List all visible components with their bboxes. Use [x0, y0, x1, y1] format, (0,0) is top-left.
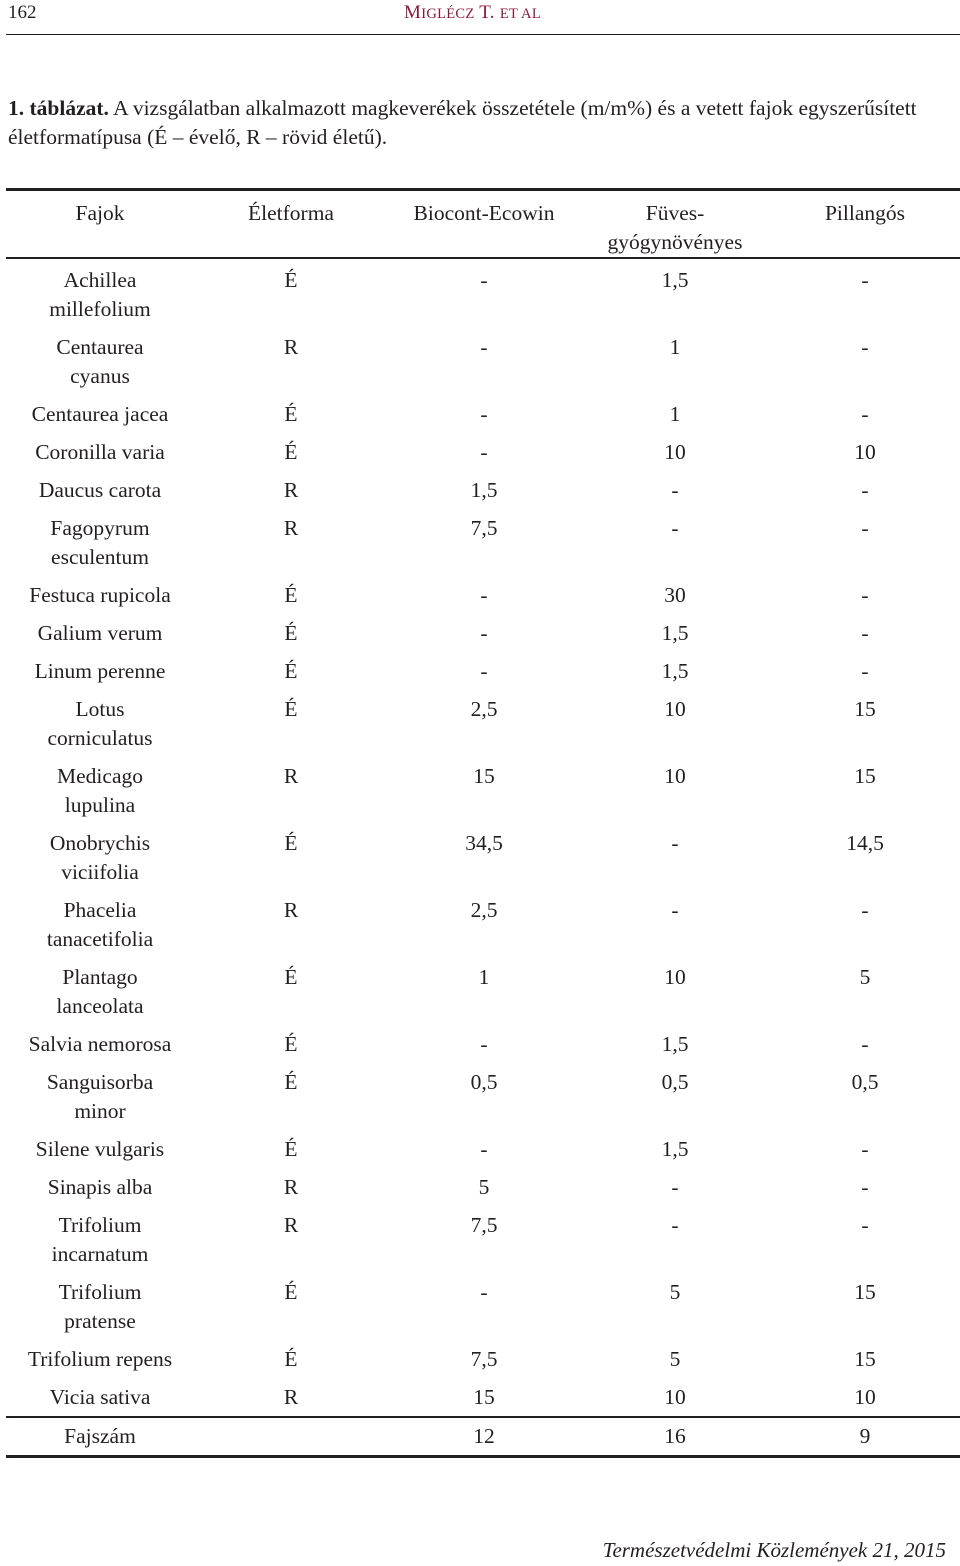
total-label: Fajszám [64, 1424, 136, 1448]
species-name: Sanguisorba [46, 1070, 154, 1094]
fuves-cell: - [671, 478, 679, 502]
species-name-line2: lanceolata [56, 994, 144, 1018]
biocont-cell: 34,5 [465, 831, 503, 855]
life-form-cell: É [284, 402, 298, 426]
biocont-cell: 7,5 [470, 516, 498, 540]
running-head-etal: ET AL [499, 6, 541, 22]
pillangos-cell: - [861, 898, 869, 922]
fuves-cell: - [671, 1175, 679, 1199]
fuves-cell: 1,5 [661, 621, 689, 645]
header-rule [6, 34, 960, 35]
total-biocont: 12 [473, 1424, 495, 1448]
fuves-cell: 10 [664, 440, 686, 464]
biocont-cell: 7,5 [470, 1213, 498, 1237]
life-form-cell: É [284, 659, 298, 683]
table-row [6, 471, 960, 509]
pillangos-cell: 14,5 [846, 831, 884, 855]
biocont-cell: - [480, 621, 488, 645]
col-biocont-header [388, 190, 580, 259]
table-row [6, 690, 960, 757]
biocont-cell: 0,5 [470, 1070, 498, 1094]
table-row [6, 1025, 960, 1063]
fuves-cell: - [671, 831, 679, 855]
header-label: Füves- [645, 201, 705, 225]
running-head-initial: M [404, 2, 422, 23]
fuves-cell: 1,5 [661, 268, 689, 292]
life-form-cell: É [284, 965, 298, 989]
table-row [6, 509, 960, 576]
table-row [6, 1130, 960, 1168]
table-row [6, 614, 960, 652]
pillangos-cell: - [861, 1032, 869, 1056]
biocont-cell: 15 [473, 764, 495, 788]
species-cell [6, 1273, 194, 1340]
pillangos-cell: - [861, 659, 869, 683]
pillangos-cell: 15 [854, 764, 876, 788]
species-cell [6, 958, 194, 1025]
table-row [6, 1063, 960, 1130]
journal-footer: Természetvédelmi Közlemények 21, 2015 [602, 1538, 946, 1562]
biocont-cell: - [480, 335, 488, 359]
table-row [6, 395, 960, 433]
pillangos-cell: - [861, 478, 869, 502]
species-name: Centaurea jacea [31, 402, 169, 426]
col-fajok-header [6, 190, 194, 259]
species-name-line2: corniculatus [47, 726, 153, 750]
species-cell [6, 1168, 194, 1206]
col-fuves-header [580, 190, 770, 259]
table-row [6, 824, 960, 891]
table-row [6, 1378, 960, 1417]
species-name: Linum perenne [34, 659, 166, 683]
running-head-surname: IGLÉCZ [421, 6, 475, 22]
pillangos-cell: - [861, 621, 869, 645]
life-form-cell: É [284, 1137, 298, 1161]
species-cell [6, 824, 194, 891]
pillangos-cell: 0,5 [851, 1070, 879, 1094]
species-name: Galium verum [37, 621, 163, 645]
biocont-cell: - [480, 1280, 488, 1304]
species-name: Plantago [62, 965, 138, 989]
fuves-cell: 10 [664, 697, 686, 721]
pillangos-cell: 10 [854, 440, 876, 464]
total-pillangos: 9 [859, 1424, 871, 1448]
fuves-cell: - [671, 516, 679, 540]
biocont-cell: 2,5 [470, 898, 498, 922]
species-name: Trifolium repens [27, 1347, 173, 1371]
species-cell [6, 433, 194, 471]
life-form-cell: É [284, 1347, 298, 1371]
biocont-cell: 1,5 [470, 478, 498, 502]
fuves-cell: 30 [664, 583, 686, 607]
fuves-cell: - [671, 898, 679, 922]
table-row [6, 652, 960, 690]
biocont-cell: - [480, 1032, 488, 1056]
pillangos-cell: - [861, 1137, 869, 1161]
pillangos-cell: - [861, 583, 869, 607]
pillangos-cell: - [861, 268, 869, 292]
species-cell [6, 576, 194, 614]
species-name: Onobrychis [49, 831, 151, 855]
running-head-initial-2: T. [479, 2, 500, 23]
table-row [6, 1273, 960, 1340]
pillangos-cell: 15 [854, 697, 876, 721]
table-row [6, 1340, 960, 1378]
life-form-cell: R [283, 335, 299, 359]
header-label: Fajok [75, 201, 125, 225]
species-cell [6, 1340, 194, 1378]
col-pillangos-header [770, 190, 960, 259]
species-cell [6, 1378, 194, 1417]
composition-table [6, 188, 960, 1458]
caption-label: 1. táblázat. [8, 96, 109, 120]
species-name: Trifolium [58, 1280, 142, 1304]
pillangos-cell: - [861, 402, 869, 426]
life-form-cell: É [284, 1032, 298, 1056]
species-name-line2: viciifolia [61, 860, 139, 884]
fuves-cell: 1,5 [661, 659, 689, 683]
species-cell [6, 757, 194, 824]
species-cell [6, 509, 194, 576]
table-row [6, 958, 960, 1025]
species-cell [6, 328, 194, 395]
biocont-cell: - [480, 1137, 488, 1161]
life-form-cell: É [284, 1280, 298, 1304]
species-cell [6, 1130, 194, 1168]
species-name-line2: millefolium [49, 297, 151, 321]
header-label-line2: gyógynövényes [607, 230, 743, 254]
page-number: 162 [8, 2, 37, 23]
species-name: Achillea [63, 268, 137, 292]
species-name: Festuca rupicola [29, 583, 171, 607]
page-header [0, 0, 960, 28]
biocont-cell: - [480, 440, 488, 464]
fuves-cell: 0,5 [661, 1070, 689, 1094]
species-name: Lotus [75, 697, 125, 721]
pillangos-cell: 15 [854, 1347, 876, 1371]
fuves-cell: 1 [669, 335, 681, 359]
biocont-cell: - [480, 659, 488, 683]
biocont-cell: 7,5 [470, 1347, 498, 1371]
species-cell [6, 652, 194, 690]
biocont-cell: 1 [478, 965, 490, 989]
total-fuves: 16 [664, 1424, 686, 1448]
biocont-cell: 15 [473, 1385, 495, 1409]
life-form-cell: R [283, 516, 299, 540]
life-form-cell: R [283, 1213, 299, 1237]
header-label: Életforma [248, 201, 334, 225]
species-name: Sinapis alba [47, 1175, 153, 1199]
species-name: Centaurea [56, 335, 144, 359]
fuves-cell: 5 [669, 1347, 681, 1371]
life-form-cell: É [284, 697, 298, 721]
species-name-line2: lupulina [64, 793, 136, 817]
species-cell [6, 614, 194, 652]
life-form-cell: R [283, 1385, 299, 1409]
species-cell [6, 891, 194, 958]
table-row [6, 258, 960, 328]
table-row [6, 757, 960, 824]
pillangos-cell: 5 [859, 965, 871, 989]
life-form-cell: É [284, 1070, 298, 1094]
species-name-line2: minor [74, 1099, 126, 1123]
life-form-cell: R [283, 478, 299, 502]
species-name: Daucus carota [38, 478, 162, 502]
table-row [6, 576, 960, 614]
species-cell [6, 395, 194, 433]
fuves-cell: 1 [669, 402, 681, 426]
species-name: Coronilla varia [35, 440, 165, 464]
species-name: Medicago [57, 764, 143, 788]
species-cell [6, 1063, 194, 1130]
pillangos-cell: 10 [854, 1385, 876, 1409]
table-row [6, 1168, 960, 1206]
caption-text: A vizsgálatban alkalmazott magkeverékek összetétele (m/m%) és a vetett fajok egyszerűsített életformatípusa (É – évelő, R – rövid életű). [8, 96, 917, 149]
pillangos-cell: - [861, 516, 869, 540]
life-form-cell: É [284, 583, 298, 607]
species-cell [6, 1025, 194, 1063]
table-row [6, 328, 960, 395]
col-eletforma-header [194, 190, 388, 259]
pillangos-cell: - [861, 335, 869, 359]
species-cell [6, 258, 194, 328]
biocont-cell: 2,5 [470, 697, 498, 721]
fuves-cell: 1,5 [661, 1137, 689, 1161]
header-label: Pillangós [824, 201, 906, 225]
species-name-line2: pratense [64, 1309, 136, 1333]
species-name: Phacelia [63, 898, 137, 922]
life-form-cell: R [283, 764, 299, 788]
fuves-cell: 10 [664, 965, 686, 989]
life-form-cell: R [283, 898, 299, 922]
pillangos-cell: - [861, 1175, 869, 1199]
species-cell [6, 471, 194, 509]
table-header-row [6, 190, 960, 259]
table-row [6, 1206, 960, 1273]
species-name: Fagopyrum [50, 516, 150, 540]
species-name: Silene vulgaris [35, 1137, 165, 1161]
species-name: Vicia sativa [49, 1385, 151, 1409]
fuves-cell: - [671, 1213, 679, 1237]
total-form [194, 1417, 388, 1457]
life-form-cell: É [284, 621, 298, 645]
species-name: Trifolium [58, 1213, 142, 1237]
fuves-cell: 5 [669, 1280, 681, 1304]
pillangos-cell: - [861, 1213, 869, 1237]
species-name-line2: esculentum [51, 545, 149, 569]
header-label: Biocont-Ecowin [413, 201, 555, 225]
biocont-cell: - [480, 268, 488, 292]
pillangos-cell: 15 [854, 1280, 876, 1304]
fuves-cell: 1,5 [661, 1032, 689, 1056]
biocont-cell: 5 [478, 1175, 490, 1199]
running-head [404, 2, 541, 24]
species-name-line2: tanacetifolia [46, 927, 154, 951]
life-form-cell: É [284, 268, 298, 292]
table-row [6, 433, 960, 471]
fuves-cell: 10 [664, 764, 686, 788]
table-body [6, 258, 960, 1417]
total-row [6, 1417, 960, 1457]
life-form-cell: R [283, 1175, 299, 1199]
table-caption [8, 94, 958, 152]
biocont-cell: - [480, 402, 488, 426]
life-form-cell: É [284, 831, 298, 855]
species-name-line2: cyanus [70, 364, 130, 388]
table-row [6, 891, 960, 958]
species-name: Salvia nemorosa [28, 1032, 172, 1056]
life-form-cell: É [284, 440, 298, 464]
fuves-cell: 10 [664, 1385, 686, 1409]
biocont-cell: - [480, 583, 488, 607]
species-name-line2: incarnatum [51, 1242, 149, 1266]
species-cell [6, 1206, 194, 1273]
species-cell [6, 690, 194, 757]
